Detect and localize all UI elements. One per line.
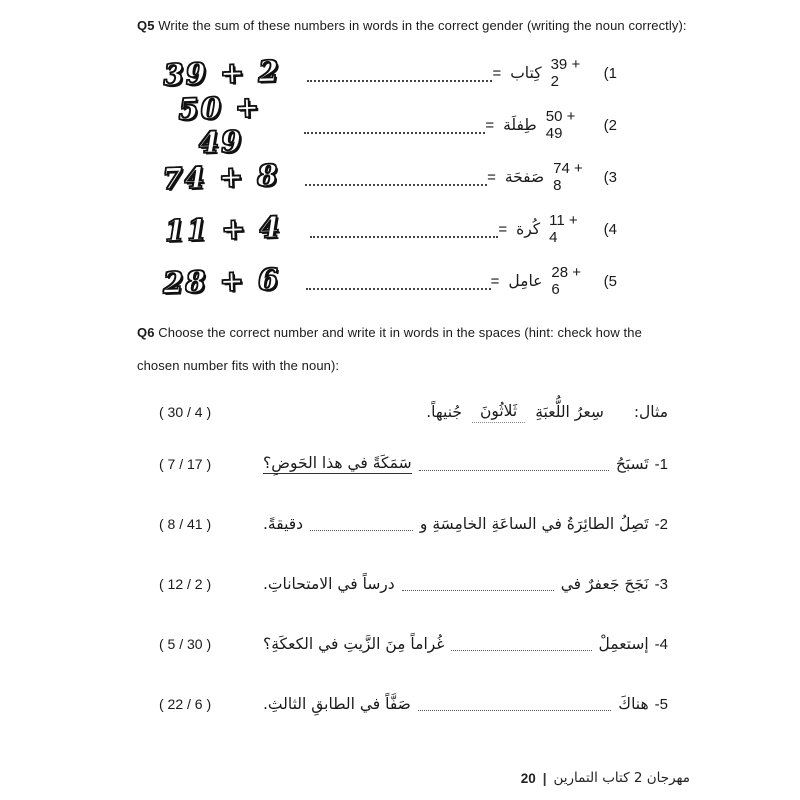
fancy-sum-expression: 50 + 49 — [177, 89, 262, 160]
noun: طِفلَة — [503, 116, 537, 134]
example-part-right: سِعرُ اللُّعبَةِ — [535, 403, 604, 421]
equals-sign: = — [485, 116, 495, 134]
answer-blank — [307, 65, 492, 82]
q6-heading-line2: chosen number fits with the noun): — [137, 358, 340, 373]
choices: ( 22 / 6 ) — [159, 696, 212, 712]
q5-equation — [491, 264, 617, 298]
item-number: -1 — [654, 455, 668, 473]
answer-blank — [419, 457, 609, 471]
noun: كِتاب — [510, 64, 542, 82]
sum-expression: 74 + 8 — [553, 160, 583, 194]
sentence-prefix: نَجَحَ جَعفرٌ في — [560, 575, 649, 593]
equals-sign: = — [487, 168, 496, 186]
q5-equation — [485, 108, 617, 142]
q5-section — [137, 18, 687, 307]
sentence-suffix: غُراماً مِنَ الزَّيتِ في الكعكَةِ؟ — [263, 635, 445, 653]
choices: ( 7 / 17 ) — [159, 456, 212, 472]
page-footer — [521, 770, 690, 786]
fancy-sum-expression: 11 + 4 — [164, 209, 283, 249]
answer-blank — [305, 169, 487, 186]
q5-equation — [487, 160, 617, 194]
sentence-prefix: هناكَ — [618, 695, 649, 713]
q5-rows — [137, 47, 617, 307]
q6-heading-text1: Choose the correct number and write it in words in the spaces (hint: check how the — [154, 325, 642, 340]
sum-expression: 28 + 6 — [551, 264, 582, 298]
sum-expression: 39 + 2 — [550, 56, 581, 90]
q5-row-5 — [137, 255, 617, 307]
q5-row-2 — [137, 89, 617, 160]
q6-heading-line1 — [137, 316, 668, 349]
choices: ( 5 / 30 ) — [159, 636, 212, 652]
q5-equation — [492, 56, 617, 90]
item-number: (5 — [603, 272, 617, 290]
answer-blank — [418, 697, 611, 711]
equals-sign: = — [492, 64, 502, 82]
item-number: (2 — [603, 116, 617, 134]
item-number: -4 — [654, 635, 668, 653]
q6-item-1 — [137, 434, 668, 494]
item-number: -3 — [654, 575, 668, 593]
sentence — [263, 695, 668, 713]
choices: ( 8 / 41 ) — [159, 516, 212, 532]
example-answer: ثَلاثُونَ — [472, 402, 525, 423]
answer-blank — [310, 221, 499, 238]
sum-expression: 11 + 4 — [549, 212, 578, 246]
answer-blank — [306, 273, 490, 290]
choices: ( 12 / 2 ) — [159, 576, 212, 592]
example-label: مثال: — [633, 403, 668, 421]
book-title: مهرجان 2 كتاب التمارين — [553, 770, 690, 786]
example-row — [137, 390, 668, 434]
equals-sign: = — [498, 220, 508, 238]
sentence — [263, 515, 668, 533]
sentence-suffix: سَمَكَةً في هذا الحَوضِ؟ — [263, 454, 412, 472]
equals-sign: = — [490, 272, 500, 290]
noun: عامِل — [508, 272, 543, 290]
sentence — [263, 454, 668, 474]
q5-heading-text: Write the sum of these numbers in words in the correct gender (writing the noun correctly): — [154, 18, 687, 33]
q5-equation — [498, 212, 617, 246]
page-number: 20 — [520, 770, 536, 786]
sentence — [263, 575, 668, 593]
sum-expression: 50 + 49 — [545, 108, 576, 142]
q6-label: Q6 — [137, 325, 155, 340]
sentence-prefix: تَسبَحُ — [615, 455, 649, 473]
fancy-sum-expression: 74 + 8 — [161, 157, 280, 197]
fancy-sum-expression: 28 + 6 — [162, 261, 281, 301]
example-sentence — [426, 402, 668, 423]
sentence-suffix: صَفَّاً في الطابقِ الثالثِ. — [263, 695, 411, 713]
q6-list — [137, 390, 668, 734]
sentence-prefix: تَصِلُ الطائِرَةُ في الساعَةِ الخامِسَةِ و — [419, 515, 649, 533]
sentence-suffix: دقيقةً. — [263, 515, 304, 533]
item-number: (4 — [603, 220, 617, 238]
noun: صَفحَة — [504, 168, 545, 186]
q5-label: Q5 — [137, 18, 155, 33]
q6-item-2 — [137, 494, 668, 554]
item-number: (3 — [603, 168, 617, 186]
footer-separator: | — [542, 770, 547, 786]
q6-section — [137, 316, 668, 734]
q6-item-4 — [137, 614, 668, 674]
q5-row-4 — [137, 203, 617, 255]
sentence-suffix: درساً في الامتحاناتِ. — [263, 575, 395, 593]
sentence — [263, 635, 668, 653]
item-number: -2 — [654, 515, 668, 533]
answer-blank — [402, 577, 554, 591]
q5-heading — [137, 18, 687, 33]
answer-blank — [310, 517, 413, 531]
sentence-prefix: إستعمِلْ — [598, 635, 649, 653]
example-part-left: جُنيهاً. — [426, 403, 462, 421]
fancy-sum-expression: 39 + 2 — [162, 53, 282, 93]
item-number: -5 — [654, 695, 668, 713]
answer-blank — [451, 637, 591, 651]
item-number: (1 — [603, 64, 617, 82]
choices: ( 30 / 4 ) — [159, 404, 212, 420]
q6-item-3 — [137, 554, 668, 614]
answer-blank — [304, 117, 485, 134]
noun: كُرة — [516, 220, 541, 238]
q6-item-5 — [137, 674, 668, 734]
